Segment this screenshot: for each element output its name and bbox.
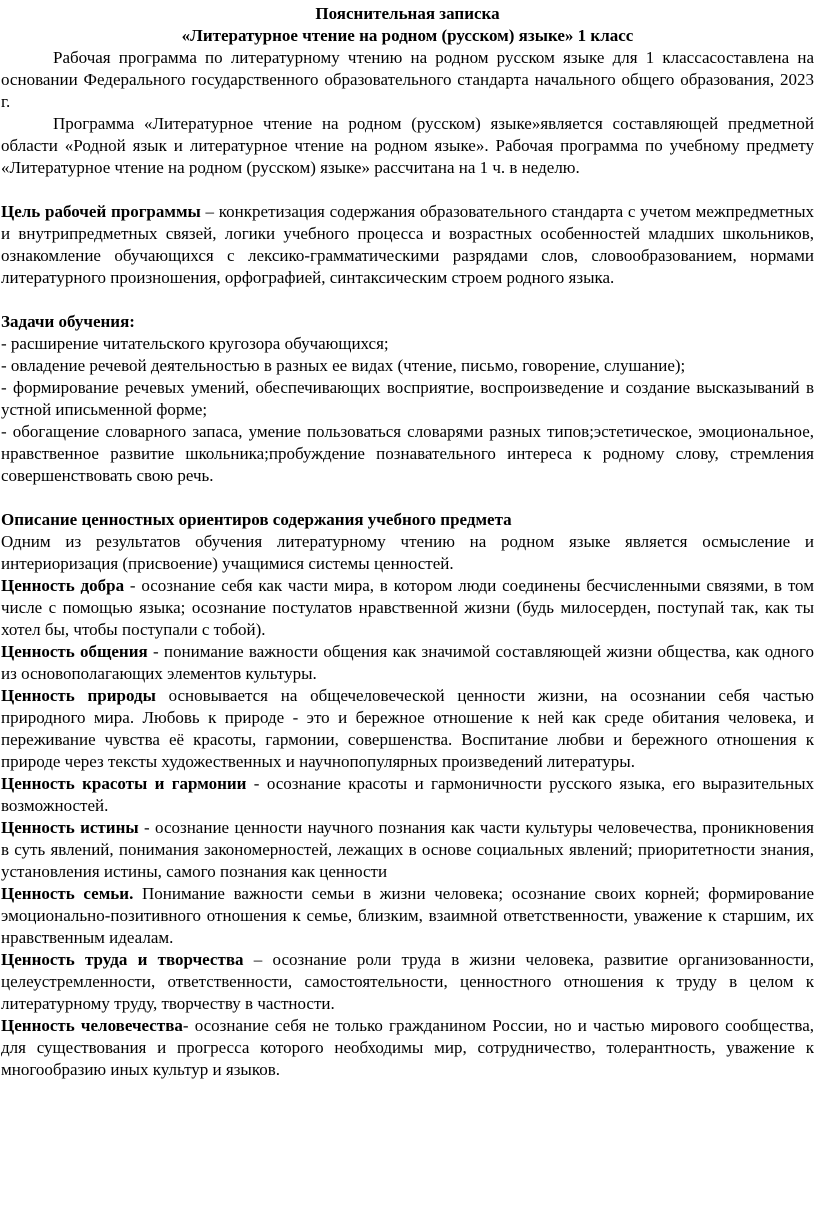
value-label: Ценность добра [1,576,125,595]
intro-paragraph-2: Программа «Литературное чтение на родном (русском) языке»является составляющей предметной области «Родной язык и литературное чтение на родном языке». Рабочая программа по учебному предмету «Литературное чтение на родном (русском) языке» рассчитана на 1 ч. в неделю. [1,114,814,177]
value-item [1,773,814,817]
value-text: - осознание ценности научного познания как части культуры человечества, проникновения в суть явлений, понимания закономерностей, лежащих в основе социальных явлений; приоритетности знания, установления истины, самого познания как ценности [1,818,814,881]
value-item [1,575,814,641]
value-item [1,685,814,773]
goal-label: Цель рабочей программы [1,202,201,221]
value-item [1,641,814,685]
value-label: Ценность человечества [1,1016,183,1035]
value-text: - осознание себя не только гражданином России, но и частью мирового сообщества, для существования и прогресса которого необходимы мир, сотрудничество, толерантность, уважение к многообразию иных культур и языков. [1,1016,814,1079]
spacer [1,179,814,201]
value-label: Ценность труда и творчества [1,950,244,969]
task-item: - расширение читательского кругозора обучающихся; [1,334,389,353]
task-item: - формирование речевых умений, обеспечивающих восприятие, воспроизведение и создание высказываний в устной иписьменной форме; [1,378,814,419]
tasks-heading: Задачи обучения: [1,312,135,331]
values-intro: Одним из результатов обучения литературному чтению на родном языке является осмысление и интериоризация (присвоение) учащимися системы ценностей. [1,532,814,573]
goal-text: – конкретизация содержания образовательного стандарта с учетом межпредметных и внутрипредметных связей, логики учебного процесса и возрастных особенностей младших школьников, ознакомление обучающихся с лексико-грамматическими разрядами слов, словообразованием, нормами литературного произношения, орфографией, синтаксическим строем родного языка. [1,202,814,287]
task-item: - овладение речевой деятельностью в разных ее видах (чтение, письмо, говорение, слушание); [1,356,686,375]
value-label: Ценность истины [1,818,139,837]
values-heading: Описание ценностных ориентиров содержания учебного предмета [1,510,512,529]
value-item [1,883,814,949]
value-label: Ценность красоты и гармонии [1,774,247,793]
value-label: Ценность общения [1,642,148,661]
value-item [1,949,814,1015]
value-text: - осознание красоты и гармоничности русского языка, его выразительных возможностей. [1,774,814,815]
value-text: – осознание роли труда в жизни человека, развитие организованности, целеустремленности, ответственности, самостоятельности, ценностного отношения к труду в целом к литературному труду, творчеству в частности. [1,950,814,1013]
value-item [1,817,814,883]
value-label: Ценность природы [1,686,156,705]
value-item [1,1015,814,1081]
value-text: Понимание важности семьи в жизни человека; осознание своих корней; формирование эмоционально-позитивного отношения к семье, близким, взаимной ответственности, уважение к старшим, их нравственным идеалам. [1,884,814,947]
value-text: основывается на общечеловеческой ценности жизни, на осознании себя частью природного мира. Любовь к природе - это и бережное отношение к ней как среде обитания человека, и переживание чувства её красоты, гармонии, совершенства. Воспитание любви и бережного отношения к природе через тексты художественных и научнопопулярных произведений литературы. [1,686,814,771]
spacer [1,289,814,311]
goal-paragraph [1,201,814,289]
spacer [1,487,814,509]
document-subtitle: «Литературное чтение на родном (русском) языке» 1 класс [181,26,634,45]
document-title: Пояснительная записка [315,4,500,23]
value-text: - понимание важности общения как значимой составляющей жизни общества, как одного из основополагающих элементов культуры. [1,642,814,683]
intro-paragraph-1: Рабочая программа по литературному чтению на родном русском языке для 1 классасоставлена на основании Федерального государственного образовательного стандарта начального общего образования, 2023 г. [1,48,814,111]
value-text: - осознание себя как части мира, в котором люди соединены бесчисленными связями, в том числе с помощью языка; осознание постулатов нравственной жизни (будь милосерден, поступай так, как ты хотел бы, чтобы поступали с тобой). [1,576,814,639]
task-item: - обогащение словарного запаса, умение пользоваться словарями разных типов;эстетическое, эмоциональное, нравственное развитие школьника;пробуждение познавательного интереса к родному слову, стремления совершенствовать свою речь. [1,422,814,485]
value-label: Ценность семьи. [1,884,134,903]
